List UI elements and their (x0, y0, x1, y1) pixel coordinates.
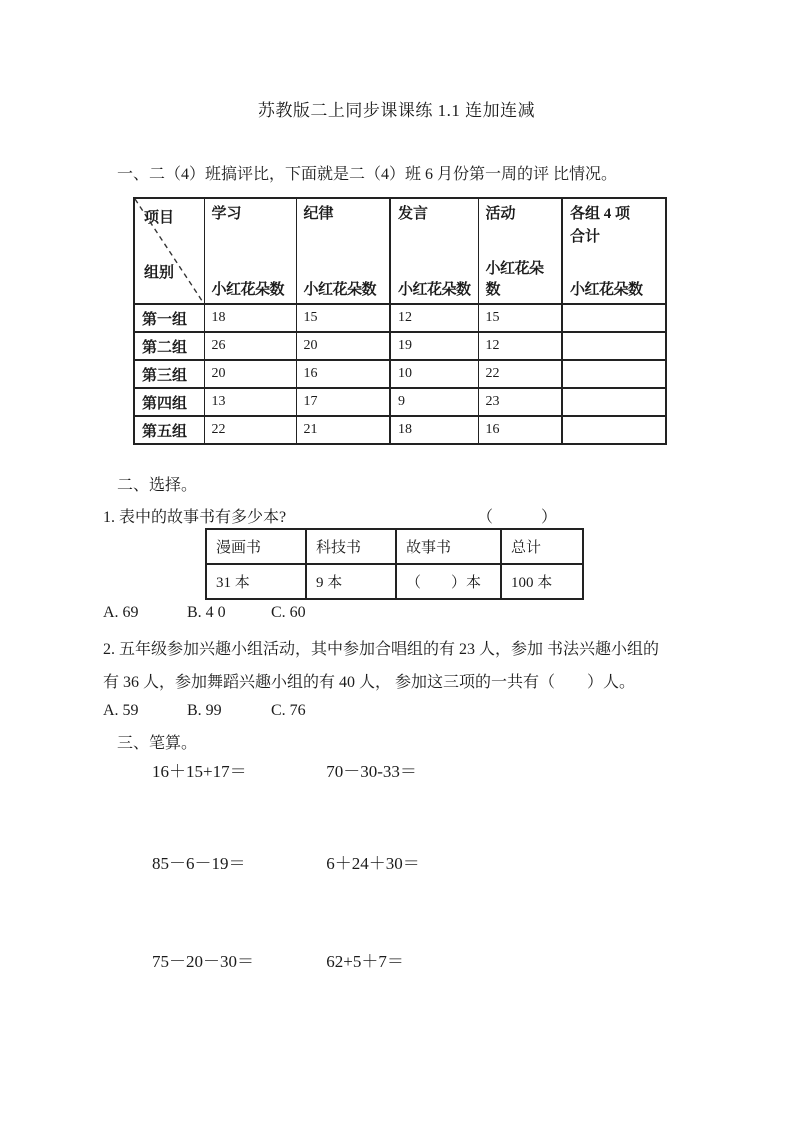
books-col-science: 科技书 (306, 529, 396, 564)
column-header-discipline: 纪律 小红花朵数 (296, 198, 390, 304)
books-total-count: 100 本 (501, 564, 583, 599)
table-row (134, 304, 666, 332)
score-cell: 10 (390, 360, 478, 388)
math-expression: 16＋15+17＝ (152, 762, 247, 781)
evaluation-table (133, 197, 667, 445)
group-name: 第三组 (134, 360, 204, 388)
choice-a: A. 59 (103, 702, 139, 719)
group-name: 第五组 (134, 416, 204, 444)
total-cell-empty (562, 388, 666, 416)
question-1-choices (103, 604, 351, 622)
total-cell-empty (562, 360, 666, 388)
table-row (134, 360, 666, 388)
group-name: 第二组 (134, 332, 204, 360)
books-table (205, 528, 584, 600)
score-cell: 15 (296, 304, 390, 332)
page-title: 苏教版二上同步课课练 1.1 连加连减 (257, 101, 536, 120)
score-cell: 9 (390, 388, 478, 416)
books-col-story: 故事书 (396, 529, 501, 564)
table-row (134, 416, 666, 444)
question-1-answer-blank: （ ） (477, 509, 558, 526)
group-name: 第四组 (134, 388, 204, 416)
books-comic-count: 31 本 (206, 564, 306, 599)
total-cell-empty (562, 332, 666, 360)
math-row-1 (152, 757, 417, 782)
section3-heading: 三、笔算。 (117, 735, 198, 752)
books-story-blank: （ ）本 (396, 564, 501, 599)
books-header-row (206, 529, 583, 564)
choice-b: B. 4 0 (187, 604, 226, 621)
math-row-3 (152, 947, 404, 972)
score-cell: 13 (204, 388, 296, 416)
score-cell: 16 (296, 360, 390, 388)
choice-c: C. 76 (271, 702, 306, 719)
score-cell: 22 (204, 416, 296, 444)
score-cell: 21 (296, 416, 390, 444)
score-cell: 18 (390, 416, 478, 444)
section2-heading: 二、选择。 (117, 477, 198, 494)
score-cell: 20 (204, 360, 296, 388)
question-2-line2: 有 36 人，参加舞蹈兴趣小组的有 40 人， 参加这三项的一共有（ ）人。 (103, 674, 636, 691)
score-cell: 16 (478, 416, 562, 444)
score-cell: 17 (296, 388, 390, 416)
question-1-text: 1. 表中的故事书有多少本? (103, 509, 287, 526)
math-expression: 75－20－30＝ (152, 952, 254, 971)
column-header-total: 各组 4 项 合计 小红花朵数 (562, 198, 666, 304)
choice-c: C. 60 (271, 604, 306, 621)
score-cell: 26 (204, 332, 296, 360)
corner-label-top: 项目 (144, 210, 175, 226)
group-name: 第一组 (134, 304, 204, 332)
score-cell: 22 (478, 360, 562, 388)
score-cell: 12 (390, 304, 478, 332)
total-cell-empty (562, 416, 666, 444)
score-cell: 23 (478, 388, 562, 416)
question-2-choices (103, 702, 351, 720)
table-row (134, 332, 666, 360)
books-science-count: 9 本 (306, 564, 396, 599)
corner-label-bottom: 组别 (144, 265, 175, 281)
books-col-total: 总计 (501, 529, 583, 564)
math-expression: 62+5＋7＝ (326, 952, 404, 971)
math-expression: 6＋24＋30＝ (326, 854, 420, 873)
table-row (134, 388, 666, 416)
math-expression: 85－6－19＝ (152, 854, 246, 873)
question-2-line1: 2. 五年级参加兴趣小组活动，其中参加合唱组的有 23 人，参加 书法兴趣小组的 (103, 641, 660, 658)
column-header-activity: 活动 小红花朵数 (478, 198, 562, 304)
math-row-2 (152, 849, 420, 874)
score-cell: 18 (204, 304, 296, 332)
score-cell: 19 (390, 332, 478, 360)
total-cell-empty (562, 304, 666, 332)
header-row (134, 198, 666, 304)
math-expression: 70－30-33＝ (326, 762, 417, 781)
books-col-comic: 漫画书 (206, 529, 306, 564)
choice-b: B. 99 (187, 702, 222, 719)
score-cell: 15 (478, 304, 562, 332)
column-header-speech: 发言 小红花朵数 (390, 198, 478, 304)
section1-intro: 一、二（4）班搞评比，下面就是二（4）班 6 月份第一周的评 比情况。 (117, 166, 618, 183)
books-value-row (206, 564, 583, 599)
corner-cell (134, 198, 204, 304)
score-cell: 12 (478, 332, 562, 360)
column-header-study: 学习 小红花朵数 (204, 198, 296, 304)
choice-a: A. 69 (103, 604, 139, 621)
score-cell: 20 (296, 332, 390, 360)
